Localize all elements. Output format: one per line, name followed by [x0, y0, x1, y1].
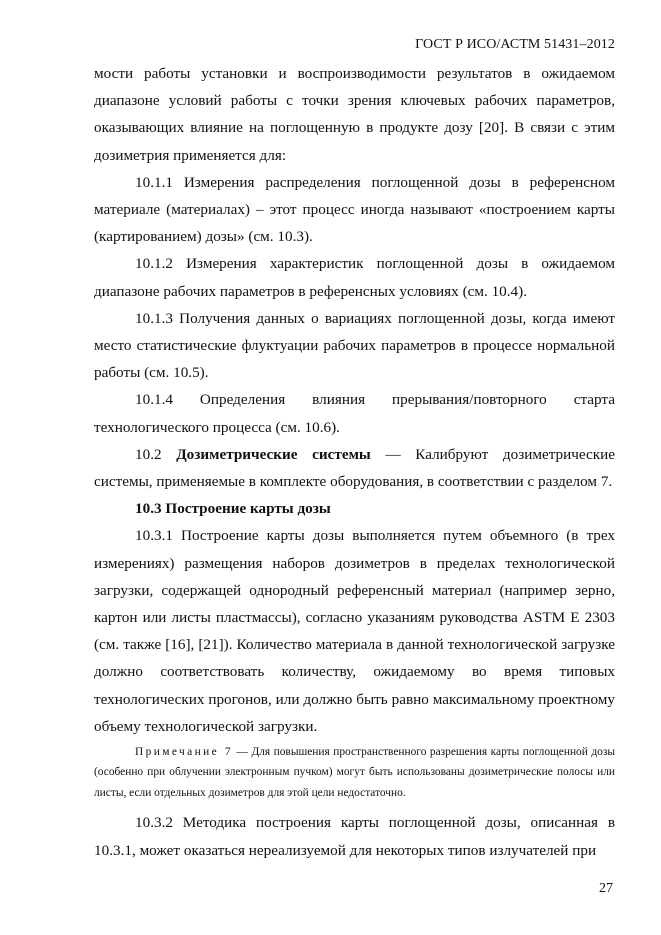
note-7 [94, 742, 615, 803]
paragraph-10-2 [94, 441, 615, 495]
paragraph-10-1-1: 10.1.1 Измерения распределения поглощенной дозы в референсном материале (материалах) – этот процесс иногда называют «построением карты (картированием) дозы» (см. 10.3). [94, 173, 615, 246]
paragraph-10-1-3: 10.1.3 Получения данных о вариациях поглощенной дозы, когда имеют место статистические флуктуации рабочих параметров в процессе нормальной работы (см. 10.5). [94, 309, 615, 382]
document-header: ГОСТ Р ИСО/АСТМ 51431–2012 [415, 37, 615, 52]
paragraph-10-1-4: 10.1.4 Определения влияния прерывания/повторного старта технологического процесса (см. 10.6). [94, 391, 615, 436]
paragraph-continuation: мости работы установки и воспроизводимости результатов в ожидаемом диапазоне условий работы с точки зрения ключевых рабочих параметров, оказывающих влияние на поглощенную в продукте дозу [20]. В связи с этим дозиметрия применяется для: [94, 65, 615, 164]
note-label: Примечание 7 [135, 746, 234, 759]
page-number: 27 [599, 881, 613, 896]
document-body [94, 60, 615, 864]
paragraph-10-3-1: 10.3.1 Построение карты дозы выполняется путем объемного (в трех измерениях) размещения наборов дозиметров в пределах технологической загрузки, содержащей однородный референсный материал (например зерно, картон или листы пластмассы), согласно указаниям руководства ASTM E 2303 (см. также [16], [21]). Количество материала в данной технологической загрузке должно соответствовать количеству, ожидаемому во время типовых технологических прогонов, или должно быть равно максимальному проектному объему технологической загрузки. [94, 527, 615, 735]
paragraph-10-3-2: 10.3.2 Методика построения карты поглощенной дозы, описанная в 10.3.1, может оказаться нереализуемой для некоторых типов излучателей при [94, 814, 615, 859]
section-number: 10.2 [135, 445, 162, 463]
paragraph-10-1-2: 10.1.2 Измерения характеристик поглощенной дозы в ожидаемом диапазоне рабочих параметров в референсных условиях (см. 10.4). [94, 255, 615, 300]
note-text: — Для повышения пространственного разрешения карты поглощенной дозы (особенно при облучении электронным пучком) могут быть использованы дозиметрические полосы или листы, если отдельных дозиметров для этой цели недостаточно. [94, 746, 615, 799]
section-heading-10-3: 10.3 Построение карты дозы [135, 500, 331, 518]
section-text: — Калибруют дозиметрические системы, применяемые в комплекте оборудования, в соответствии с разделом 7. [94, 445, 615, 491]
section-term: Дозиметрические системы [176, 445, 371, 463]
